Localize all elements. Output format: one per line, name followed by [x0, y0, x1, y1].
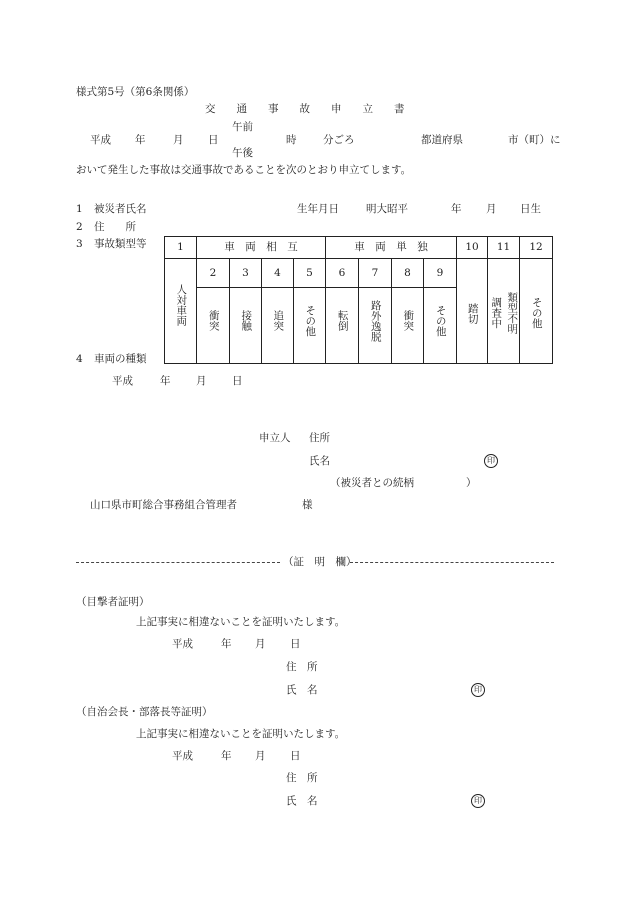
vehicle-type-label: 車両の種類 [94, 353, 147, 365]
item-3-number: 3 [76, 238, 83, 250]
sub-number: 2 [197, 259, 230, 288]
sub-number: 3 [230, 259, 262, 288]
sub-number: 7 [359, 259, 392, 288]
birth-year: 年 [451, 203, 462, 215]
col-12-label: その他 [530, 297, 543, 329]
sub-label: 転倒 [336, 310, 349, 332]
intro-day: 日 [208, 134, 219, 146]
col-1-cell [165, 259, 197, 364]
intro-month: 月 [173, 134, 184, 146]
sub-label: 追突 [272, 310, 285, 332]
item-4-number: 4 [76, 353, 83, 365]
honorific: 様 [302, 499, 313, 511]
accident-type-table [164, 236, 553, 364]
victim-address-label: 住 所 [94, 221, 136, 233]
chief-title: （自治会長・部落長等証明） [76, 706, 213, 718]
form-number: 様式第5号（第6条関係） [76, 86, 195, 98]
chief-era: 平成 [172, 750, 193, 762]
applicant-name-label: 氏名 [309, 455, 330, 467]
col-12-number: 12 [520, 237, 553, 259]
col-1-number: 1 [165, 237, 197, 259]
sub-cell [197, 287, 230, 363]
witness-seal-icon: 印 [471, 683, 485, 697]
intro-era: 平成 [90, 134, 111, 146]
col-10-label: 踏切 [466, 302, 479, 324]
birth-day: 日生 [520, 203, 541, 215]
col-11-number: 11 [488, 237, 520, 259]
intro-line2: おいて発生した事故は交通事故であることを次のとおり申立てします。 [76, 164, 412, 176]
am-label: 午前 [232, 121, 253, 133]
sub-cell [230, 287, 262, 363]
chief-month: 月 [255, 750, 266, 762]
witness-title: （目撃者証明） [76, 596, 150, 608]
chief-seal-icon: 印 [471, 794, 485, 808]
witness-month: 月 [255, 638, 266, 650]
applicant-seal-icon: 印 [484, 454, 498, 468]
witness-era: 平成 [172, 638, 193, 650]
witness-address-label: 住 所 [286, 661, 318, 673]
accident-type-label: 事故類型等 [94, 238, 147, 250]
sub-label: 衝突 [402, 310, 415, 332]
sub-cell [294, 287, 326, 363]
sub-number: 9 [424, 259, 457, 288]
sub-number: 8 [392, 259, 424, 288]
sub-label: 接触 [240, 310, 253, 332]
chief-day: 日 [290, 750, 301, 762]
sub-label: 路外逸脱 [369, 299, 382, 342]
relation-open: （被災者との続柄 [330, 477, 414, 489]
col-1-label: 人対車両 [175, 284, 188, 326]
witness-statement: 上記事実に相違ないことを証明いたします。 [136, 616, 346, 628]
certification-section-label: （証 明 欄） [283, 556, 357, 568]
intro-hour: 時 [286, 134, 297, 146]
chief-year: 年 [221, 750, 232, 762]
chief-address-label: 住 所 [286, 772, 318, 784]
single-header: 車 両 単 独 [326, 237, 457, 259]
col-11-label-b: 調査中 [490, 297, 503, 329]
intro-year: 年 [135, 134, 146, 146]
intro-city: 市（町）に [508, 134, 561, 146]
sub-cell [262, 287, 294, 363]
divider-right [350, 562, 554, 563]
sub-label: その他 [434, 305, 447, 337]
applicant-label: 申立人 [259, 432, 291, 444]
witness-year: 年 [221, 638, 232, 650]
col-11-label-a: 類型不明 [506, 292, 519, 334]
sub-cell [424, 287, 457, 363]
col-12-cell [520, 259, 553, 364]
witness-name-label: 氏 名 [286, 684, 318, 696]
col-11-cell [488, 259, 520, 364]
col-10-number: 10 [457, 237, 488, 259]
date-month: 月 [196, 375, 207, 387]
addressee: 山口県市町総合事務組合管理者 [90, 499, 237, 511]
sub-label: その他 [304, 305, 317, 337]
item-1-number: 1 [76, 203, 83, 215]
sub-cell [359, 287, 392, 363]
birth-month: 月 [486, 203, 497, 215]
victim-name-label: 被災者氏名 [94, 203, 147, 215]
applicant-address-label: 住所 [309, 432, 330, 444]
date-era: 平成 [112, 375, 133, 387]
sub-number: 4 [262, 259, 294, 288]
date-year: 年 [160, 375, 171, 387]
intro-prefecture: 都道府県 [421, 134, 463, 146]
sub-number: 6 [326, 259, 359, 288]
intro-minute: 分ごろ [323, 134, 355, 146]
sub-number: 5 [294, 259, 326, 288]
col-10-cell [457, 259, 488, 364]
birth-date-label: 生年月日 [297, 203, 339, 215]
birth-eras: 明大昭平 [366, 203, 408, 215]
relation-close: ） [466, 477, 477, 489]
chief-name-label: 氏 名 [286, 795, 318, 807]
sub-label: 衝突 [207, 310, 220, 332]
sub-cell [392, 287, 424, 363]
divider-left [76, 562, 280, 563]
chief-statement: 上記事実に相違ないことを証明いたします。 [136, 728, 346, 740]
document-title: 交 通 事 故 申 立 書 [205, 103, 405, 115]
sub-cell [326, 287, 359, 363]
date-day: 日 [232, 375, 243, 387]
pm-label: 午後 [232, 147, 253, 159]
mutual-header: 車 両 相 互 [197, 237, 326, 259]
witness-day: 日 [290, 638, 301, 650]
item-2-number: 2 [76, 221, 83, 233]
